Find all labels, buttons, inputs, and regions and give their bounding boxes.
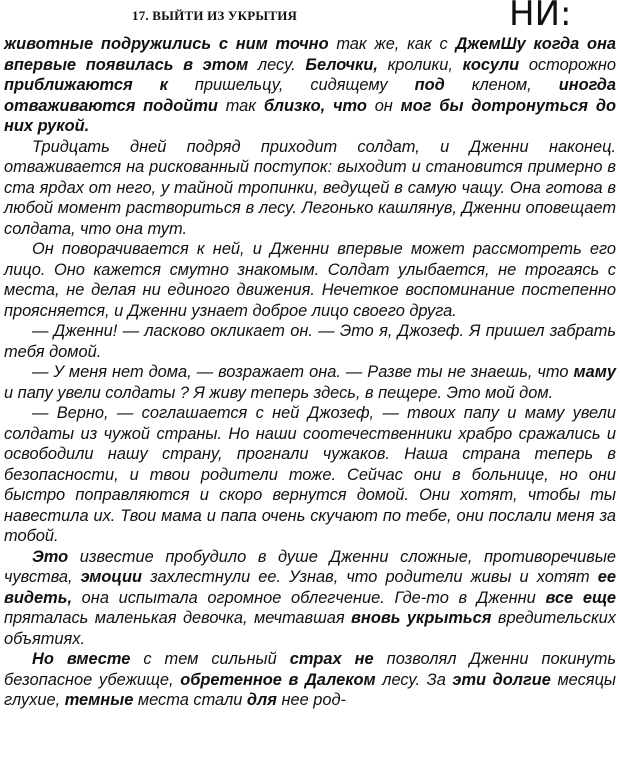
paragraph — [4, 137, 616, 240]
text-run: пришельцу, сидящему — [167, 76, 415, 94]
text-run: и папу увели солдаты ? Я живу теперь здесь, в пещере. Это мой дом. — [4, 383, 554, 402]
text-run: — Верно, — соглашается с ней Джозеф, — твоих папу и маму увели солдаты из чужой страны. Но наши соотечественники храбро сражались и освободили нашу страну, прогнали чужаков. Наша страна теперь в безопасности, и твои родители тоже. Сейчас они в больнице, но они быстро поправляются и скоро вернутся домой. Они хотят, чтобы ты навестила их. Твои мама и папа очень скучают по тебе, они послали меня за тобой. — [4, 404, 616, 545]
bold-text-run: ДжемШу когда она впервые появилась в этом — [4, 35, 616, 74]
page-header — [4, 0, 616, 36]
text-run: кленом, — [444, 76, 559, 94]
bold-text-run: маму — [573, 363, 616, 381]
paragraph — [4, 239, 616, 321]
bold-text-run: под — [414, 76, 445, 94]
text-run: месяцы глухие, — [4, 670, 616, 709]
bold-text-run: Белочки, — [305, 55, 378, 74]
text-run: вредительских объятиях. — [4, 609, 616, 648]
text-run: с тем сильный — [130, 650, 290, 668]
text-run: он — [366, 96, 401, 115]
bold-text-run: близко, что — [263, 96, 367, 115]
bold-text-run: эти долгие — [452, 670, 551, 689]
paragraph — [4, 34, 616, 137]
bold-text-run: иногда отваживаются подойти — [4, 76, 616, 115]
bold-text-run: темные — [64, 691, 134, 709]
bold-text-run: страх не — [289, 650, 374, 668]
bold-text-run: эмоции — [80, 568, 143, 586]
text-run: места стали — [133, 691, 247, 709]
paragraph — [4, 403, 616, 547]
bold-text-run: вновь укрыться — [351, 609, 492, 627]
text-run: лесу. За — [375, 670, 453, 689]
bold-text-run: Но вместе — [32, 650, 131, 668]
bold-text-run: все еще — [545, 588, 616, 607]
text-run: лесу. — [248, 55, 306, 74]
text-run: известие пробудило в душе Дженни сложные, противоречивые чувства, — [4, 547, 616, 586]
bold-text-run: Это — [32, 547, 69, 566]
text-run: захлестнули ее. Узнав, что родители живы и хотят — [142, 568, 598, 586]
paragraph — [4, 321, 616, 362]
text-run: позволял Дженни покинуть безопасное убежище, — [4, 650, 616, 689]
bold-text-run: ее видеть, — [4, 568, 616, 607]
text-run: — У меня нет дома, — возражает она. — Разве ты не знаешь, что — [32, 363, 574, 381]
paragraph — [4, 649, 616, 711]
bold-text-run: косули — [462, 55, 520, 74]
text-run: так — [217, 96, 264, 115]
corner-fragment-text: НИ: — [509, 0, 572, 34]
text-run: — Дженни! — ласково окликает он. — Это я, Джозеф. Я пришел забрать тебя домой. — [4, 322, 616, 361]
bold-text-run: мог бы дотронуться до них рукой. — [4, 96, 616, 135]
bold-text-run: для — [246, 691, 277, 709]
text-run: кролики, — [377, 55, 463, 74]
bold-text-run: животные подружились с ним точно — [4, 35, 329, 53]
text-run: так же, как с — [328, 35, 456, 53]
text-run: осторожно — [519, 55, 616, 74]
paragraph — [4, 362, 616, 403]
bold-text-run: обретенное в Далеком — [180, 670, 376, 689]
paragraph — [4, 547, 616, 650]
body-text — [4, 34, 616, 711]
text-run: пряталась маленькая девочка, мечтавшая — [4, 609, 352, 627]
book-page — [4, 0, 616, 766]
chapter-title: 17. ВЫЙТИ ИЗ УКРЫТИЯ — [132, 8, 298, 23]
text-run: нее род- — [276, 691, 346, 709]
text-run: она испытала огромное облегчение. Где-то в Дженни — [72, 588, 546, 607]
text-run: Он поворачивается к ней, и Дженни впервые может рассмотреть его лицо. Оно кажется смутно знакомым. Солдат улыбается, не трогаясь с места, не делая ни единого движения. Нечеткое воспоминание постепенно проясняется, и Дженни узнает доброе лицо своего друга. — [4, 240, 616, 320]
bold-text-run: приближаются к — [4, 76, 168, 94]
text-run: Тридцать дней подряд приходит солдат, и Дженни наконец. отваживается на рискованный поступок: выходит и становится примерно в ста ярдах от него, у тайной тропинки, ведущей в самую чащу. Она готова в любой момент раствориться в лесу. Легонько кашлянув, Дженни оповещает солдата, что она тут. — [4, 137, 616, 238]
